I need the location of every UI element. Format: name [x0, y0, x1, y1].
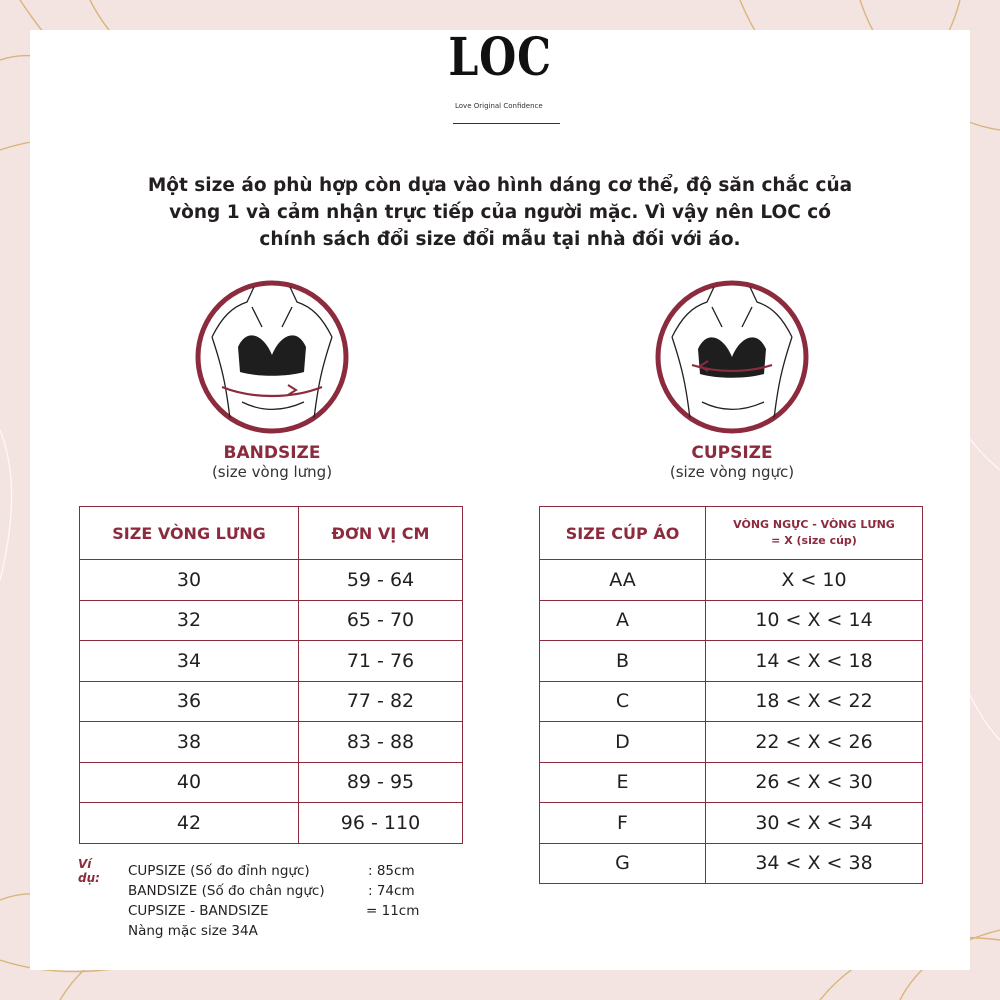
table-cell: 14 < X < 18	[706, 641, 923, 682]
table-cell: 77 - 82	[299, 681, 463, 722]
table-row	[540, 843, 923, 884]
table-cell: 18 < X < 22	[706, 681, 923, 722]
table-cell: 36	[80, 681, 299, 722]
table-cell: E	[540, 762, 706, 803]
table-header-cell-formula	[706, 507, 923, 560]
brand-tagline: Love Original Confidence	[455, 102, 543, 110]
example-value: = 11cm	[366, 903, 420, 919]
table-header-row	[80, 507, 463, 560]
intro-line: chính sách đổi size đổi mẫu tại nhà đối với áo.	[259, 229, 741, 250]
table-cell: 32	[80, 600, 299, 641]
example-line: Nàng mặc size 34A	[128, 923, 258, 939]
table-cell: 30	[80, 560, 299, 601]
table-cell: 30 < X < 34	[706, 803, 923, 844]
table-cell: 10 < X < 14	[706, 600, 923, 641]
bandsize-illustration	[192, 277, 352, 437]
cupsize-illustration	[652, 277, 812, 437]
table-cell: A	[540, 600, 706, 641]
table-cell: 71 - 76	[299, 641, 463, 682]
example-value: : 74cm	[368, 883, 415, 899]
table-cell: 83 - 88	[299, 722, 463, 763]
table-row	[540, 681, 923, 722]
table-cell: C	[540, 681, 706, 722]
bandsize-subtitle: (size vòng lưng)	[211, 463, 333, 481]
intro-line: Một size áo phù hợp còn dựa vào hình dáng cơ thể, độ săn chắc của	[147, 175, 853, 196]
table-cell: 34	[80, 641, 299, 682]
table-cell: G	[540, 843, 706, 884]
table-cell: 42	[80, 803, 299, 844]
table-cell: X < 10	[706, 560, 923, 601]
formula-line: VÒNG NGỰC - VÒNG LƯNG	[733, 518, 895, 531]
intro-text	[100, 172, 900, 253]
table-cell: 34 < X < 38	[706, 843, 923, 884]
table-cell: 65 - 70	[299, 600, 463, 641]
cupsize-title: CUPSIZE	[691, 443, 773, 463]
table-header-cell: SIZE CÚP ÁO	[540, 507, 706, 560]
table-row	[80, 560, 463, 601]
logo-underline	[453, 123, 560, 124]
table-row	[80, 722, 463, 763]
table-cell: F	[540, 803, 706, 844]
table-cell: 26 < X < 30	[706, 762, 923, 803]
table-cell: B	[540, 641, 706, 682]
example-line: BANDSIZE (Số đo chân ngực)	[128, 883, 325, 899]
table-cell: 22 < X < 26	[706, 722, 923, 763]
cup-size-table	[539, 506, 923, 884]
table-row	[80, 681, 463, 722]
table-header-row	[540, 507, 923, 560]
table-row	[540, 803, 923, 844]
brand-name: LOC	[448, 27, 552, 88]
table-row	[540, 600, 923, 641]
band-size-table	[79, 506, 463, 844]
cupsize-subtitle: (size vòng ngực)	[669, 463, 795, 481]
table-row	[80, 803, 463, 844]
table-row	[540, 560, 923, 601]
table-row	[80, 641, 463, 682]
table-row	[540, 762, 923, 803]
table-header-cell: ĐƠN VỊ CM	[299, 507, 463, 560]
table-cell: 59 - 64	[299, 560, 463, 601]
table-row	[80, 762, 463, 803]
bandsize-title: BANDSIZE	[223, 443, 321, 463]
table-cell: 38	[80, 722, 299, 763]
table-cell: 40	[80, 762, 299, 803]
table-cell: D	[540, 722, 706, 763]
example-line: CUPSIZE (Số đo đỉnh ngực)	[128, 863, 310, 879]
table-row	[80, 600, 463, 641]
intro-line: vòng 1 và cảm nhận trực tiếp của người mặc. Vì vậy nên LOC có	[169, 202, 831, 223]
formula-line: = X (size cúp)	[771, 534, 857, 547]
example-line: CUPSIZE - BANDSIZE	[128, 903, 269, 919]
example-value: : 85cm	[368, 863, 415, 879]
table-cell: 89 - 95	[299, 762, 463, 803]
table-row	[540, 722, 923, 763]
example-label: Ví dụ:	[78, 857, 100, 885]
table-row	[540, 641, 923, 682]
table-header-cell: SIZE VÒNG LƯNG	[80, 507, 299, 560]
table-cell: 96 - 110	[299, 803, 463, 844]
table-cell: AA	[540, 560, 706, 601]
brand-logo	[0, 28, 1000, 88]
